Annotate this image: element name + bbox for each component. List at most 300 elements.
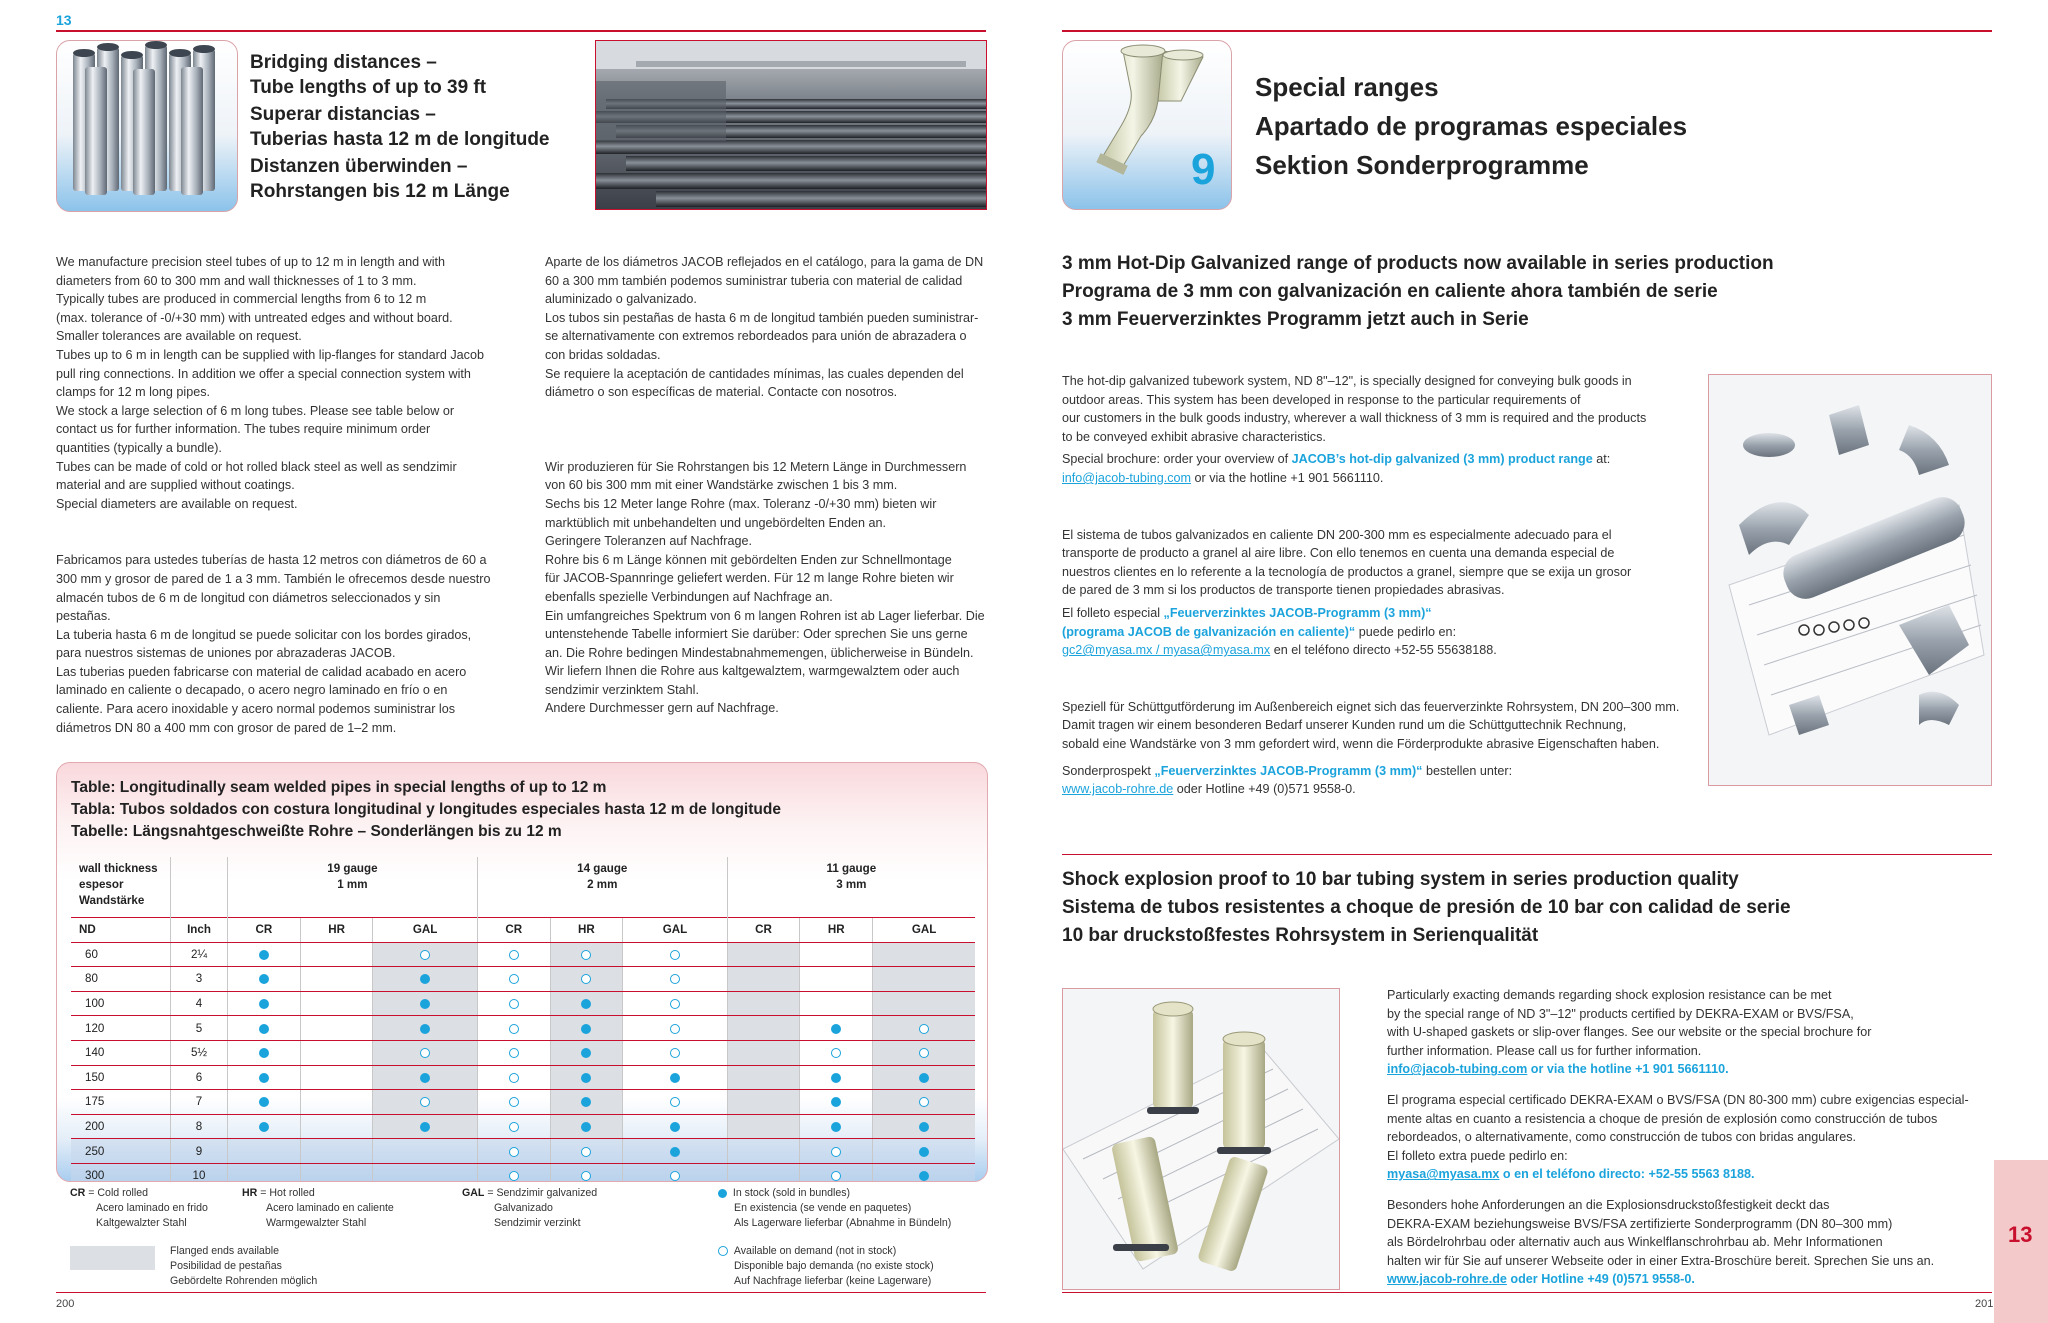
text-span: at: [1592, 452, 1611, 467]
availability-cell [623, 1139, 727, 1164]
availability-cell [300, 1163, 373, 1182]
email-link[interactable]: myasa@myasa.mx [1387, 1167, 1500, 1182]
legend-code: CR [70, 1187, 86, 1199]
availability-cell [228, 1040, 301, 1065]
availability-cell [373, 1040, 477, 1065]
availability-cell [550, 1163, 623, 1182]
availability-cell [623, 967, 727, 992]
on-demand-ring-icon [670, 1024, 680, 1034]
material-header: HR [550, 918, 623, 943]
text-line: Fabricamos para ustedes tuberías de hasta 12 metros con diámetros de 60 a [56, 553, 487, 568]
on-demand-ring-icon [831, 1048, 841, 1058]
text-line: Se requiere la aceptación de cantidades mínimas, las cuales dependen del [545, 366, 964, 381]
text-span: puede pedirlo en: [1355, 624, 1457, 639]
nd-cell: 150 [71, 1065, 171, 1090]
text-line: Andere Durchmesser gern auf Nachfrage. [545, 701, 779, 716]
legend-in-stock [718, 1186, 951, 1231]
on-demand-ring-icon [670, 950, 680, 960]
top-rule-left [56, 30, 986, 32]
legend-hr [242, 1186, 394, 1231]
inch-cell: 6 [171, 1065, 228, 1090]
gauge-group-header [228, 857, 478, 918]
material-header: CR [727, 918, 800, 943]
text-span: El folleto especial [1062, 605, 1164, 620]
header-line: Sektion Sonderprogramme [1255, 150, 1589, 180]
availability-cell [873, 1139, 975, 1164]
in-stock-dot-icon [420, 974, 430, 984]
availability-cell [623, 1163, 727, 1182]
in-stock-dot-icon [259, 950, 269, 960]
on-demand-ring-icon [509, 1048, 519, 1058]
legend-code: HR [242, 1187, 258, 1199]
brochure-highlight: „Feuerverzinktes JACOB-Programm (3 mm)“ [1163, 605, 1432, 620]
on-demand-ring-icon [509, 999, 519, 1009]
on-demand-ring-icon [581, 974, 591, 984]
nd-cell: 60 [71, 942, 171, 967]
material-header: GAL [623, 918, 727, 943]
availability-cell [800, 1090, 873, 1115]
header-line: Apartado de programas especiales [1255, 111, 1688, 141]
gauge-label: 19 gauge [327, 862, 378, 875]
header-line: Superar distancias – [250, 104, 436, 125]
availability-cell [550, 1114, 623, 1139]
table-row [71, 1016, 975, 1041]
availability-cell [727, 1065, 800, 1090]
page-number-200: 200 [56, 1298, 75, 1310]
inch-cell: 3 [171, 967, 228, 992]
explosion-proof-pipes-icon [1063, 989, 1339, 1289]
legend-line: Acero laminado en frido [96, 1202, 208, 1214]
availability-cell [300, 991, 373, 1016]
text-line: by the special range of ND 3"–12" products certified by DEKRA-EXAM or BVS/FSA, [1387, 1006, 1854, 1021]
availability-cell [300, 967, 373, 992]
in-stock-dot-icon [581, 1024, 591, 1034]
text-line: contact us for further information. The tubes require minimum order [56, 422, 431, 437]
warehouse-photo-icon [596, 41, 986, 209]
table-header-row [71, 918, 975, 943]
on-demand-ring-icon [509, 1171, 519, 1181]
email-link[interactable]: info@jacob-tubing.com [1387, 1062, 1528, 1077]
text-line: von 60 bis 300 mm mit einer Wandstärke zwischen 1 bis 3 mm. [545, 478, 898, 493]
text-line: Damit tragen wir einem besonderen Bedarf unserer Kunden rund um die Schüttguttechnik Rechnung, [1062, 718, 1627, 733]
text-line: Typically tubes are produced in commercial lengths from 6 to 12 m [56, 292, 427, 307]
header-line: Special ranges [1255, 72, 1439, 102]
availability-cell [727, 991, 800, 1016]
in-stock-dot-icon [919, 1122, 929, 1132]
availability-cell [477, 942, 550, 967]
text-line: untenstehende Tabelle informiert Sie darüber: Oder sprechen Sie uns gerne [545, 627, 968, 642]
text-line: Tubes can be made of cold or hot rolled black steel as well as sendzimir [56, 459, 457, 474]
in-stock-dot-icon [581, 1097, 591, 1107]
legend-line: Available on demand (not in stock) [733, 1245, 897, 1257]
special-ranges-badge [1062, 40, 1232, 210]
text-line: de pared de 3 mm si los productos de transporte tienen propiedades abrasivas. [1062, 583, 1505, 598]
inch-cell: 8 [171, 1114, 228, 1139]
steel-tubes-icon [57, 41, 237, 211]
availability-cell [373, 991, 477, 1016]
on-demand-ring-icon [831, 1147, 841, 1157]
availability-cell [727, 1114, 800, 1139]
legend-line: = Sendzimir galvanized [487, 1187, 598, 1199]
on-demand-ring-icon [670, 1171, 680, 1181]
section-title-line: 10 bar druckstoßfestes Rohrsystem in Serienqualität [1062, 925, 1539, 946]
nd-cell: 80 [71, 967, 171, 992]
on-demand-ring-icon [831, 1171, 841, 1181]
text-span: bestellen unter: [1422, 763, 1513, 778]
table-header-gauge-row [71, 857, 975, 918]
availability-cell [727, 1016, 800, 1041]
legend-line: Galvanizado [494, 1202, 553, 1214]
legend-line: Warmgewalzter Stahl [266, 1217, 367, 1229]
legend-line: Gebördelte Rohrenden möglich [170, 1275, 318, 1287]
table-row [71, 942, 975, 967]
nd-cell: 300 [71, 1163, 171, 1182]
text-line: sendzimir verzinktem Stahl. [545, 682, 699, 697]
material-header: HR [300, 918, 373, 943]
material-header: CR [477, 918, 550, 943]
in-stock-dot-icon [831, 1097, 841, 1107]
on-demand-ring-icon [509, 1147, 519, 1157]
brochure-highlight: JACOB’s hot-dip galvanized (3 mm) product range [1291, 452, 1593, 467]
section-title-line: Programa de 3 mm con galvanización en caliente ahora también de serie [1062, 281, 1718, 302]
text-line: The hot-dip galvanized tubework system, ND 8"–12", is specially designed for conveying bulk goods in [1062, 374, 1632, 388]
text-line: quantities (typically a bundle). [56, 440, 222, 455]
text-line: El programa especial certificado DEKRA-EXAM o BVS/FSA (DN 80-300 mm) cubre exigencias especial- [1387, 1092, 1969, 1107]
tubes-product-image [56, 40, 238, 212]
in-stock-dot-icon [831, 1073, 841, 1083]
header-line: Tube lengths of up to 39 ft [250, 77, 487, 98]
col2-de [545, 458, 990, 718]
availability-cell [873, 1016, 975, 1041]
availability-cell [800, 942, 873, 967]
table-row [71, 1040, 975, 1065]
legend-code: GAL [462, 1187, 485, 1199]
text-line: Aparte de los diámetros JACOB reflejados en el catálogo, para la gama de DN [545, 255, 984, 269]
availability-cell [623, 1090, 727, 1115]
section-number: 9 [1191, 145, 1216, 194]
availability-cell [477, 1139, 550, 1164]
legend-line: En existencia (se vende en paquetes) [734, 1202, 912, 1214]
on-demand-ring-icon [509, 1024, 519, 1034]
text-line: an. Die Rohre bedingen Mindestabnahmemengen, üblicherweise in Bündeln. [545, 645, 974, 660]
legend-line: Sendzimir verzinkt [494, 1217, 581, 1229]
text-line: Geringere Toleranzen auf Nachfrage. [545, 534, 752, 549]
text-line: Smaller tolerances are available on request. [56, 329, 302, 344]
availability-cell [800, 1163, 873, 1182]
on-demand-ring-icon [670, 1097, 680, 1107]
material-header: GAL [873, 918, 975, 943]
availability-cell [300, 1139, 373, 1164]
text-line: ebenfalls spezielle Verbindungen auf Nachfrage an. [545, 589, 833, 604]
availability-cell [873, 1040, 975, 1065]
on-demand-ring-icon [670, 974, 680, 984]
on-demand-ring-icon [581, 1171, 591, 1181]
table-row [71, 1163, 975, 1182]
text-line: nuestros clientes en lo referente a la tecnología de productos a granel, siempre que se exija un grosor [1062, 564, 1632, 579]
text-line: We manufacture precision steel tubes of up to 12 m in length and with [56, 255, 445, 269]
availability-cell [477, 1090, 550, 1115]
text-line: Los tubos sin pestañas de hasta 6 m de longitud también pueden suministrar- [545, 310, 979, 325]
header-line: Distanzen überwinden – [250, 156, 468, 177]
availability-cell [300, 1040, 373, 1065]
nd-cell: 120 [71, 1016, 171, 1041]
nd-cell: 200 [71, 1114, 171, 1139]
brochure-highlight: „Feuerverzinktes JACOB-Programm (3 mm)“ [1154, 763, 1423, 778]
website-link[interactable]: www.jacob-rohre.de [1387, 1272, 1507, 1287]
header-line: Rohrstangen bis 12 m Länge [250, 181, 510, 202]
in-stock-dot-icon [581, 1048, 591, 1058]
section1-title [1062, 250, 1774, 334]
text-line: Tubes up to 6 m in length can be supplied with lip-flanges for standard Jacob [56, 347, 484, 362]
availability-cell [228, 1114, 301, 1139]
table-title-line: Table: Longitudinally seam welded pipes in special lengths of up to 12 m [71, 779, 607, 796]
text-line: aluminizado o galvanizado. [545, 292, 697, 307]
text-line: mente altas en cuanto a resistencia a choque de presión de explosión como construcción de tubos [1387, 1111, 1938, 1126]
in-stock-dot-icon [670, 1073, 680, 1083]
text-line: our customers in the bulk goods industry, wherever a wall thickness of 3 mm is required and the products [1062, 411, 1647, 426]
text-line: Special diameters are available on request. [56, 496, 298, 511]
gauge-label: 14 gauge [577, 862, 628, 875]
legend-line: Acero laminado en caliente [266, 1202, 394, 1214]
text-line: We stock a large selection of 6 m long tubes. Please see table below or [56, 403, 455, 418]
text-span: or via the hotline +1 901 5661110. [1191, 470, 1384, 485]
availability-cell [623, 991, 727, 1016]
availability-cell [373, 1090, 477, 1115]
legend-line: Posibilidad de pestañas [170, 1260, 282, 1272]
text-line: material and are supplied without coatings. [56, 478, 295, 493]
table-row [71, 1114, 975, 1139]
in-stock-dot-icon [259, 999, 269, 1009]
bottom-rule-right [1062, 1292, 1992, 1293]
text-line: transporte de producto a granel al aire libre. Con ello tenemos en cuenta una demanda especial de [1062, 546, 1615, 561]
open-ring-icon [718, 1246, 728, 1256]
availability-cell [873, 1163, 975, 1182]
galvanized-fittings-icon [1709, 375, 1991, 785]
availability-cell [300, 942, 373, 967]
in-stock-dot-icon [581, 1073, 591, 1083]
text-line: to be conveyed exhibit abrasive characteristics. [1062, 429, 1326, 444]
empty-cell [171, 857, 228, 918]
table-title [71, 777, 781, 843]
nd-cell: 100 [71, 991, 171, 1016]
in-stock-dot-icon [420, 1122, 430, 1132]
in-stock-dot-icon [831, 1024, 841, 1034]
text-line: rebordeados, o alternativamente, como construcción de tubos con bridas angulares. [1387, 1130, 1857, 1145]
in-stock-dot-icon [259, 1097, 269, 1107]
text-line: La tuberia hasta 6 m de longitud se puede solicitar con los bordes girados, [56, 627, 472, 642]
table-row [71, 1065, 975, 1090]
section-title-line: Sistema de tubos resistentes a choque de presión de 10 bar con calidad de serie [1062, 897, 1791, 918]
gauge-label: 11 gauge [826, 862, 877, 875]
on-demand-ring-icon [509, 1073, 519, 1083]
gauge-group-header [727, 857, 975, 918]
availability-cell [873, 991, 975, 1016]
availability-cell [623, 1114, 727, 1139]
availability-cell [727, 967, 800, 992]
material-header: HR [800, 918, 873, 943]
availability-cell [300, 1065, 373, 1090]
email-link[interactable]: info@jacob-tubing.com [1062, 470, 1191, 485]
flanged-swatch [70, 1246, 155, 1270]
on-demand-ring-icon [670, 1048, 680, 1058]
text-line: diámetro o son específicas de material. Contacte con nosotros. [545, 385, 898, 400]
text-line: Sechs bis 12 Meter lange Rohre (max. Toleranz -0/+30 mm) bieten wir [545, 496, 937, 511]
nd-cell: 140 [71, 1040, 171, 1065]
text-line: El folleto extra puede pedirlo en: [1387, 1148, 1568, 1163]
gauge-mm-label: 1 mm [337, 878, 368, 891]
in-stock-dot-icon [259, 1122, 269, 1132]
website-link[interactable]: www.jacob-rohre.de [1062, 782, 1174, 797]
chapter-side-tab [1994, 1160, 2048, 1323]
text-line: als Bördelrohrbau oder alternativ auch aus Winkelflanschrohrbau ab. Mehr Informationen [1387, 1235, 1883, 1250]
legend-line: Als Lagerware lieferbar (Abnahme in Bündeln) [734, 1217, 952, 1229]
section2-title [1062, 866, 1791, 950]
availability-cell [800, 967, 873, 992]
availability-cell [727, 1139, 800, 1164]
in-stock-dot-icon [581, 1122, 591, 1132]
text-line: für JACOB-Spannringe geliefert werden. Für 12 m lange Rohre bieten wir [545, 571, 954, 586]
availability-cell [228, 1016, 301, 1041]
availability-cell [873, 942, 975, 967]
availability-cell [550, 1090, 623, 1115]
page-number-top: 13 [56, 12, 72, 28]
in-stock-dot-icon [919, 1147, 929, 1157]
availability-cell [373, 1163, 477, 1182]
text-span: oder Hotline +49 (0)571 9558-0. [1173, 782, 1356, 797]
availability-cell [477, 1163, 550, 1182]
material-header: GAL [373, 918, 477, 943]
legend-line: Auf Nachfrage lieferbar (keine Lagerware) [734, 1275, 932, 1287]
in-stock-dot-icon [420, 999, 430, 1009]
availability-cell [727, 1040, 800, 1065]
chapter-number: 13 [2008, 1222, 2033, 1247]
warehouse-tubes-photo [595, 40, 987, 210]
section-rule [1062, 854, 1992, 855]
in-stock-dot-icon [670, 1122, 680, 1132]
availability-cell [228, 1163, 301, 1182]
filled-dot-icon [718, 1189, 727, 1198]
text-line: halten wir für Sie auf unserer Webseite oder in einer Extra-Broschüre bereit. Sprechen Sie uns an. [1387, 1253, 1935, 1268]
on-demand-ring-icon [509, 974, 519, 984]
gauge-group-header [477, 857, 727, 918]
nd-cell: 175 [71, 1090, 171, 1115]
galvanized-parts-drawing [1708, 374, 1992, 786]
availability-cell [477, 967, 550, 992]
availability-cell [228, 967, 301, 992]
on-demand-ring-icon [919, 1097, 929, 1107]
text-line: laminado en caliente o decapado, o acero negro laminado en frío o en [56, 683, 448, 698]
legend-line: In stock (sold in bundles) [732, 1187, 851, 1199]
text-line: clamps for 12 m long pipes. [56, 385, 210, 400]
email-link[interactable]: gc2@myasa.mx / myasa@myasa.mx [1062, 643, 1271, 658]
inch-cell: 9 [171, 1139, 228, 1164]
text-line: se alternativamente con extremos rebordeados para unión de abrazadera o [545, 329, 967, 344]
text-line: further information. Please call us for further information. [1387, 1043, 1702, 1058]
availability-cell [550, 991, 623, 1016]
legend-line: = Hot rolled [260, 1187, 315, 1199]
in-stock-dot-icon [420, 1073, 430, 1083]
legend-line: Disponible bajo demanda (no existe stock) [734, 1260, 934, 1272]
legend-gal [462, 1186, 597, 1231]
availability-cell [873, 1065, 975, 1090]
text-line: para nuestros sistemas de uniones por abrazaderas JACOB. [56, 646, 396, 661]
text-line: Wir produzieren für Sie Rohrstangen bis 12 Metern Länge in Durchmessern [545, 459, 967, 474]
inch-cell: 10 [171, 1163, 228, 1182]
legend-line: Kaltgewalzter Stahl [96, 1217, 187, 1229]
table-row [71, 967, 975, 992]
page-number-201: 201 [1975, 1298, 1994, 1310]
section2-text [1387, 986, 1987, 1289]
on-demand-ring-icon [420, 1048, 430, 1058]
on-demand-ring-icon [581, 950, 591, 960]
availability-cell [550, 942, 623, 967]
table-title-line: Tabelle: Längsnahtgeschweißte Rohre – Sonderlängen bis zu 12 m [71, 823, 562, 840]
availability-cell [550, 1139, 623, 1164]
text-span: or via the hotline +1 901 5661110. [1527, 1062, 1729, 1077]
on-demand-ring-icon [919, 1024, 929, 1034]
availability-cell [373, 967, 477, 992]
availability-cell [623, 942, 727, 967]
text-line: Wir liefern Ihnen die Rohre aus kaltgewalztem, warmgewalztem oder auch [545, 664, 960, 679]
text-span: Sonderprospekt [1062, 763, 1155, 778]
table-row [71, 1090, 975, 1115]
inch-header: Inch [171, 918, 228, 943]
inch-cell: 5½ [171, 1040, 228, 1065]
on-demand-ring-icon [509, 1097, 519, 1107]
on-demand-ring-icon [509, 1122, 519, 1132]
on-demand-ring-icon [670, 999, 680, 1009]
inch-cell: 7 [171, 1090, 228, 1115]
availability-cell [873, 967, 975, 992]
nd-cell: 250 [71, 1139, 171, 1164]
legend-on-demand [718, 1244, 934, 1289]
availability-cell [800, 991, 873, 1016]
text-line: sobald eine Wandstärke von 3 mm gefordert wird, wenn die Förderprodukte abrasive Eigenschaften haben. [1062, 736, 1660, 751]
availability-cell [373, 942, 477, 967]
in-stock-dot-icon [581, 999, 591, 1009]
in-stock-dot-icon [259, 1073, 269, 1083]
left-col1-text [56, 253, 496, 737]
col1-es [56, 551, 496, 737]
availability-cell [800, 1040, 873, 1065]
availability-cell [300, 1090, 373, 1115]
availability-cell [373, 1114, 477, 1139]
text-line: El sistema de tubos galvanizados en caliente DN 200-300 mm es especialmente adecuado para el [1062, 527, 1612, 542]
availability-cell [477, 1040, 550, 1065]
text-line: outdoor areas. This system has been developed in response to the particular requirements of [1062, 392, 1581, 407]
pipes-table-panel [56, 762, 988, 1182]
text-span: en el teléfono directo +52-55 55638188. [1270, 643, 1497, 658]
text-line: Besonders hohe Anforderungen an die Explosionsdruckstoßfestigkeit deckt das [1387, 1197, 1830, 1212]
availability-cell [800, 1114, 873, 1139]
text-line: pull ring connections. In addition we offer a special connection system with [56, 366, 471, 381]
text-span: oder Hotline +49 (0)571 9558-0. [1506, 1272, 1695, 1287]
legend-line: Flanged ends available [170, 1245, 279, 1257]
availability-cell [228, 991, 301, 1016]
header-line: Bridging distances – [250, 52, 437, 73]
nd-header: ND [71, 918, 171, 943]
availability-cell [550, 1065, 623, 1090]
availability-cell [550, 1016, 623, 1041]
text-line: con bridas soldadas. [545, 347, 661, 362]
section-title-line: Shock explosion proof to 10 bar tubing system in series production quality [1062, 869, 1739, 890]
col2-es [545, 253, 990, 402]
availability-cell [300, 1016, 373, 1041]
text-line: DEKRA-EXAM beziehungsweise BVS/FSA zertifizierte Sonderprogramm (DN 80–300 mm) [1387, 1216, 1893, 1231]
inch-cell: 2¼ [171, 942, 228, 967]
availability-cell [623, 1016, 727, 1041]
availability-cell [477, 991, 550, 1016]
